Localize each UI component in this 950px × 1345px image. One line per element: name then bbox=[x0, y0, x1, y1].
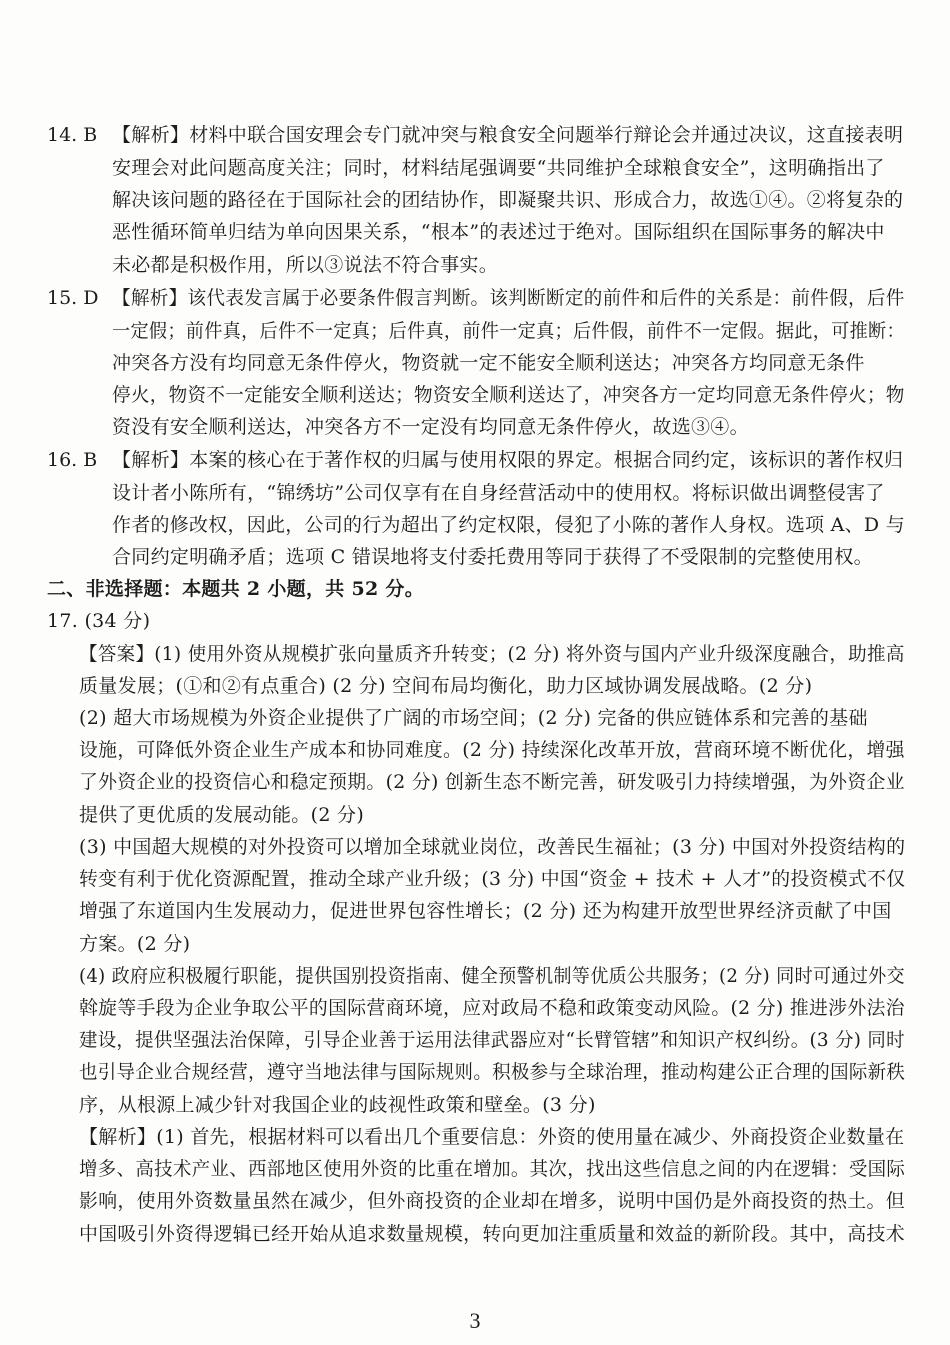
text-line: 解决该问题的路径在于国际社会的团结协作，即凝聚共识、形成合力，故选①④。②将复杂的 bbox=[112, 189, 904, 211]
answer-line: 提供了更优质的发展动能。(2 分) bbox=[79, 804, 365, 826]
answer-line: (4) 政府应积极履行职能，提供国别投资指南、健全预警机制等优质公共服务；(2 分) 同时可通过外交 bbox=[79, 965, 905, 987]
answer-line: 也引导企业合规经营，遵守当地法律与国际规则。积极参与全球治理，推动构建公正合理的国际新秩 bbox=[79, 1061, 906, 1083]
text-line: 恶性循环简单归结为单向因果关系，“根本”的表述过于绝对。国际组织在国际事务的解决中 bbox=[112, 221, 885, 243]
analysis-line: 影响，使用外资数量虽然在减少，但外商投资的企业却在增多，说明中国仍是外商投资的热土。但 bbox=[79, 1190, 905, 1212]
page-number: 3 bbox=[469, 1308, 481, 1333]
text-line: 作者的修改权，因此，公司的行为超出了约定权限，侵犯了小陈的著作人身权。选项 A、D 与 bbox=[112, 514, 905, 536]
text-line: 资没有安全顺利送达，冲突各方不一定没有均同意无条件停火，故选③④。 bbox=[112, 416, 749, 438]
answer-line: 增强了东道国内生发展动力，促进世界包容性增长；(2 分) 还为构建开放型世界经济贡献了中国 bbox=[79, 900, 892, 922]
question-number: 15. D bbox=[47, 287, 99, 309]
analysis-line: 中国吸引外资得逻辑已经开始从追求数量规模，转向更加注重质量和效益的新阶段。其中，高技术 bbox=[79, 1223, 905, 1245]
answer-line: 序，从根源上减少针对我国企业的歧视性政策和壁垒。(3 分) bbox=[79, 1094, 596, 1116]
text-line: 未必都是积极作用，所以③说法不符合事实。 bbox=[112, 254, 499, 276]
text-line: 停火，物资不一定能安全顺利送达；物资安全顺利送达了，冲突各方一定均同意无条件停火；物 bbox=[112, 384, 905, 406]
answer-line: (2) 超大市场规模为外资企业提供了广阔的市场空间；(2 分) 完备的供应链体系和完善的基础 bbox=[79, 707, 868, 729]
answer-line: 方案。(2 分) bbox=[79, 933, 191, 955]
text-line: 安理会对此问题高度关注；同时，材料结尾强调要“共同维护全球粮食安全”，这明确指出了 bbox=[112, 157, 885, 179]
analysis-line: 【解析】(1) 首先，根据材料可以看出几个重要信息：外资的使用量在减少、外商投资企业数量在 bbox=[79, 1126, 905, 1148]
text-line: 【解析】材料中联合国安理会专门就冲突与粮食安全问题举行辩论会并通过决议，这直接表明 bbox=[112, 124, 904, 146]
question-header: 17. (34 分) bbox=[47, 610, 151, 632]
text-line: 一定假；前件真，后件不一定真；后件真，前件一定真；后件假，前件不一定假。据此，可推断： bbox=[112, 320, 905, 342]
answer-line: 建设，提供坚强法治保障，引导企业善于运用法律武器应对“长臂管辖”和知识产权纠纷。(3 分) 同时 bbox=[79, 1029, 905, 1051]
section-heading: 二、非选择题：本题共 2 小题，共 52 分。 bbox=[47, 578, 425, 600]
text-line: 【解析】该代表发言属于必要条件假言判断。该判断断定的前件和后件的关系是：前件假，后件 bbox=[112, 287, 905, 309]
analysis-line: 增多、高技术产业、西部地区使用外资的比重在增加。其次，找出这些信息之间的内在逻辑：受国际 bbox=[79, 1158, 906, 1180]
question-number: 16. B bbox=[47, 449, 98, 471]
answer-line: 转变有利于优化资源配置，推动全球产业升级；(3 分) 中国“资金 + 技术 + 人才”的投资模式不仅 bbox=[79, 868, 906, 890]
answer-line: 设施，可降低外资企业生产成本和协同难度。(2 分) 持续深化改革开放，营商环境不断优化，增强 bbox=[79, 739, 905, 761]
text-line: 【解析】本案的核心在于著作权的归属与使用权限的界定。根据合同约定，该标识的著作权归 bbox=[112, 449, 904, 471]
answer-line: 【答案】(1) 使用外资从规模扩张向量质齐升转变；(2 分) 将外资与国内产业升级深度融合，助推高 bbox=[79, 643, 905, 665]
text-line: 合同约定明确矛盾；选项 C 错误地将支付委托费用等同于获得了不受限制的完整使用权。 bbox=[112, 546, 873, 568]
answer-line: 质量发展；(①和②有点重合) (2 分) 空间布局均衡化，助力区域协调发展战略。(2 分) bbox=[79, 675, 813, 697]
text-line: 设计者小陈所有，“锦绣坊”公司仅享有在自身经营活动中的使用权。将标识做出调整侵害了 bbox=[112, 482, 885, 504]
answer-line: 斡旋等手段为企业争取公平的国际营商环境，应对政局不稳和政策变动风险。(2 分) 推进涉外法治 bbox=[79, 997, 905, 1019]
text-line: 冲突各方没有均同意无条件停火，物资就一定不能安全顺利送达；冲突各方均同意无条件 bbox=[112, 352, 865, 374]
question-number: 14. B bbox=[47, 124, 98, 146]
answer-line: 了外资企业的投资信心和稳定预期。(2 分) 创新生态不断完善，研发吸引力持续增强，为外资企业 bbox=[79, 771, 905, 793]
answer-line: (3) 中国超大规模的对外投资可以增加全球就业岗位，改善民生福祉；(3 分) 中国对外投资结构的 bbox=[79, 836, 906, 858]
